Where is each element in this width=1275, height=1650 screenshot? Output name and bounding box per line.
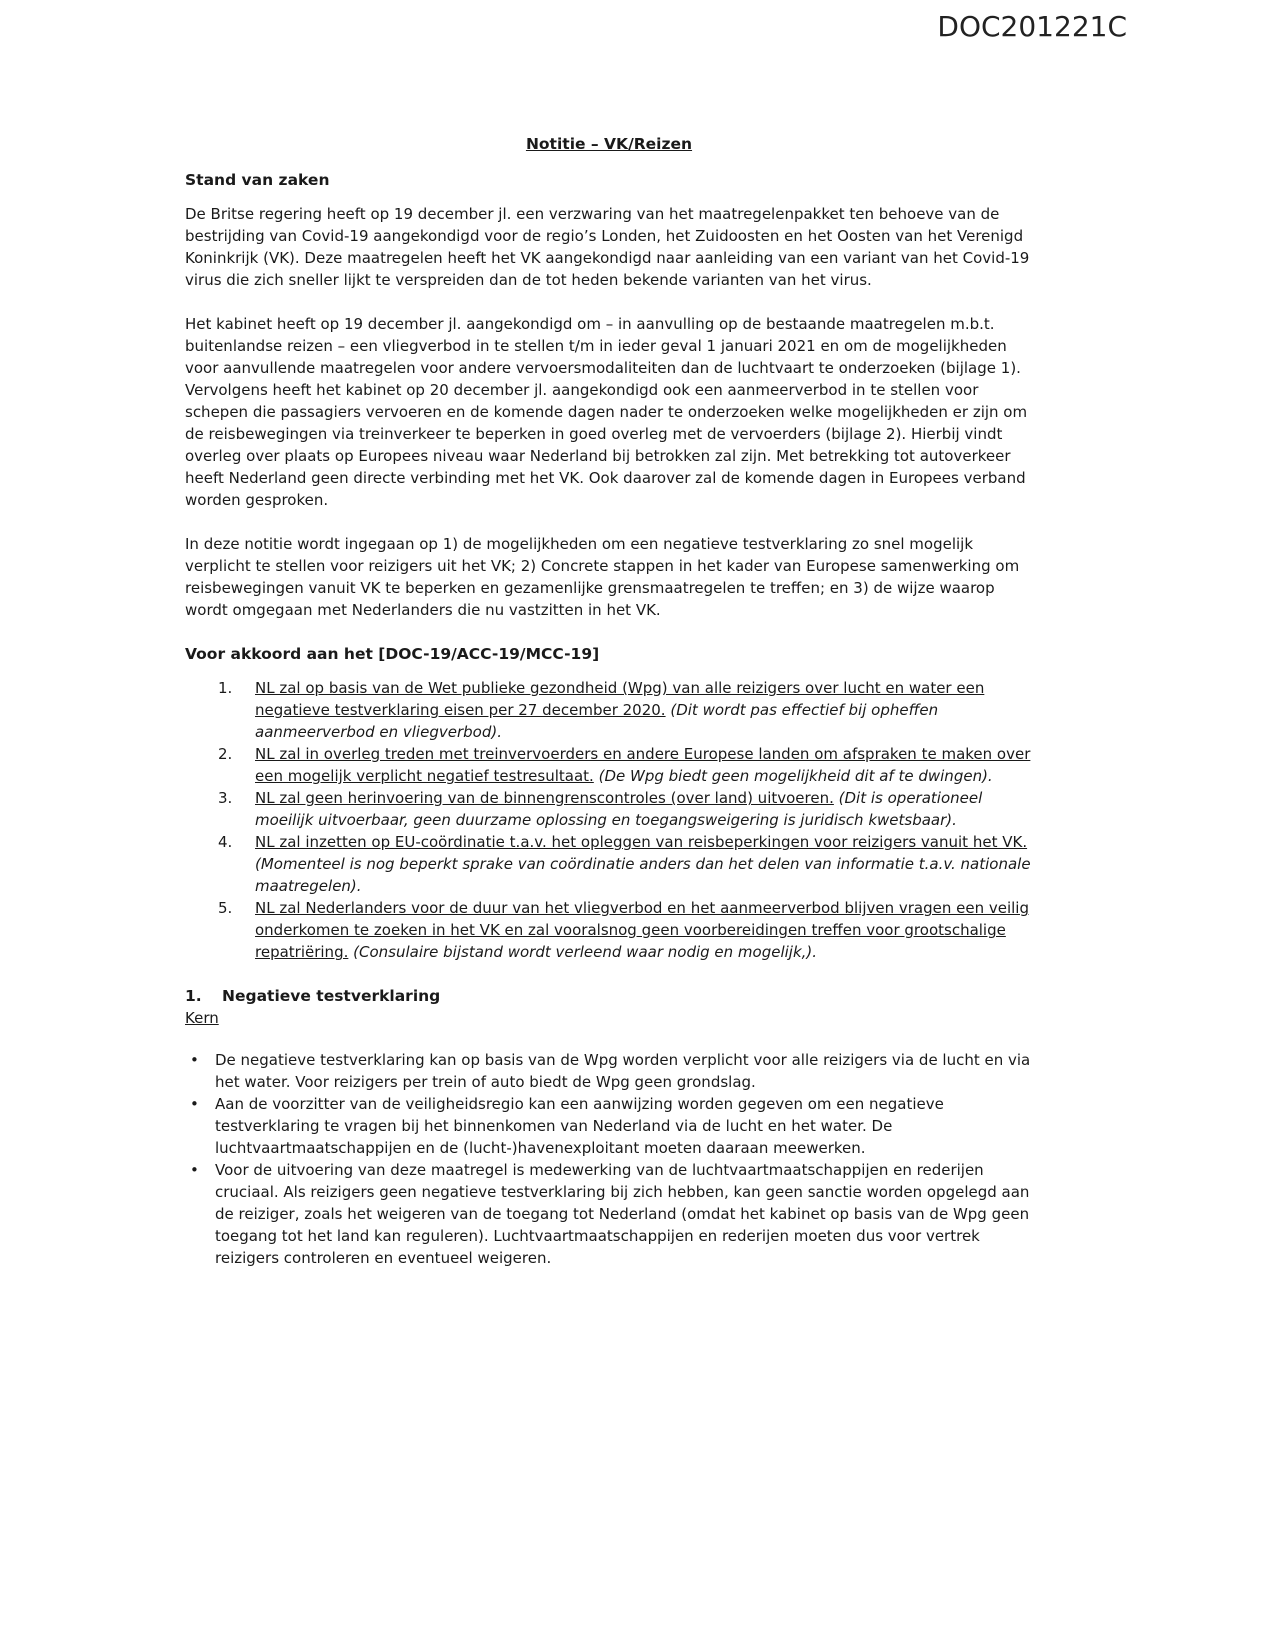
akkoord-item-2 xyxy=(185,743,1033,787)
decision-text: NL zal geen herinvoering van de binnengrenscontroles (over land) uitvoeren. xyxy=(255,789,834,807)
bullet-text: Voor de uitvoering van deze maatregel is medewerking van de luchtvaartmaatschappijen en rederijen cruciaal. Als reizigers geen negatieve testverklaring bij zich hebben, kan geen sanctie worden opgelegd aan de reiziger, zoals het weigeren van de toegang tot Nederland (omdat het kabinet op basis van de Wpg geen toegang tot het land kan reguleren). Luchtvaartmaatschappijen en rederijen moeten dus voor vertrek reizigers controleren en eventueel weigeren. xyxy=(215,1161,1030,1267)
paragraph-notitie-overview: In deze notitie wordt ingegaan op 1) de mogelijkheden om een negatieve testverklaring zo snel mogelijk verplicht te stellen voor reizigers uit het VK; 2) Concrete stappen in het kader van Europese samenwerking om reisbewegingen vanuit VK te beperken en gezamenlijke grensmaatregelen te treffen; en 3) de wijze waarop wordt omgegaan met Nederlanders die nu vastzitten in het VK. xyxy=(185,535,1020,619)
heading-negatieve-testverklaring xyxy=(185,985,1033,1007)
decision-text: NL zal op basis van de Wet publieke gezondheid (Wpg) van alle reizigers over lucht en water een negatieve testverklaring eisen per 27 december 2020. xyxy=(255,679,985,719)
bullet-item-3 xyxy=(185,1159,1033,1269)
bullet-icon: • xyxy=(190,1095,199,1113)
paragraph-intro-uk-measures: De Britse regering heeft op 19 december jl. een verzwaring van het maatregelenpakket ten behoeve van de bestrijding van Covid-19 aangekondigd voor de regio’s Londen, het Zuidoosten en het Oosten van het Verenigd Koninkrijk (VK). Deze maatregelen heeft het VK aangekondigd naar aanleiding van een variant van het Covid-19 virus die zich sneller lijkt te verspreiden dan de tot heden bekende varianten van het virus. xyxy=(185,205,1030,289)
list-item-body xyxy=(255,743,1033,787)
list-item-body xyxy=(255,677,1033,743)
list-item-body xyxy=(255,787,1033,831)
decision-note: (Consulaire bijstand wordt verleend waar nodig en mogelijk,). xyxy=(353,943,818,961)
list-number: 4. xyxy=(218,833,233,851)
list-number: 1. xyxy=(218,679,233,697)
decision-note: (Dit is operationeel moeilijk uitvoerbaar, geen duurzame oplossing en toegangsweigering is juridisch kwetsbaar). xyxy=(255,789,983,829)
bullet-text: De negatieve testverklaring kan op basis van de Wpg worden verplicht voor alle reizigers via de lucht en via het water. Voor reizigers per trein of auto biedt de Wpg geen grondslag. xyxy=(215,1051,1031,1091)
kern-label: Kern xyxy=(185,1009,219,1027)
akkoord-item-4 xyxy=(185,831,1033,897)
bullet-item-1 xyxy=(185,1049,1033,1093)
bullet-icon: • xyxy=(190,1161,199,1179)
heading-stand-van-zaken: Stand van zaken xyxy=(185,171,330,189)
section-title-text: Negatieve testverklaring xyxy=(222,987,441,1005)
decision-text: NL zal inzetten op EU-coördinatie t.a.v. het opleggen van reisbeperkingen voor reizigers vanuit het VK. xyxy=(255,833,1028,851)
paragraph-cabinet-measures: Het kabinet heeft op 19 december jl. aangekondigd om – in aanvulling op de bestaande maatregelen m.b.t. buitenlandse reizen – een vliegverbod in te stellen t/m in ieder geval 1 januari 2021 en om de mogelijkheden voor aanvullende maatregelen voor andere vervoersmodaliteiten dan de luchtvaart te onderzoeken (bijlage 1). Vervolgens heeft het kabinet op 20 december jl. aangekondigd ook een aanmeerverbod in te stellen voor schepen die passagiers vervoeren en de komende dagen nader te onderzoeken welke mogelijkheden er zijn om de reisbewegingen via treinverkeer te beperken in goed overleg met de vervoerders (bijlage 2). Hierbij vindt overleg over plaats op Europees niveau waar Nederland bij betrokken zal zijn. Met betrekking tot autoverkeer heeft Nederland geen directe verbinding met het VK. Ook daarover zal de komende dagen in Europees verband worden gesproken. xyxy=(185,315,1028,509)
section-number: 1. xyxy=(185,987,202,1005)
decision-text: NL zal in overleg treden met treinvervoerders en andere Europese landen om afspraken te maken over een mogelijk verplicht negatief testresultaat. xyxy=(255,745,1031,785)
akkoord-item-5 xyxy=(185,897,1033,963)
bullet-item-2 xyxy=(185,1093,1033,1159)
akkoord-list xyxy=(185,677,1033,963)
decision-note: (Momenteel is nog beperkt sprake van coördinatie anders dan het delen van informatie t.a.v. nationale maatregelen). xyxy=(255,855,1031,895)
list-number: 3. xyxy=(218,789,233,807)
decision-note: (De Wpg biedt geen mogelijkheid dit af te dwingen). xyxy=(598,767,993,785)
list-number: 5. xyxy=(218,899,233,917)
list-number: 2. xyxy=(218,745,233,763)
list-item-body xyxy=(255,897,1033,963)
decision-note: (Dit wordt pas effectief bij opheffen aanmeerverbod en vliegverbod). xyxy=(255,701,939,741)
bullet-text: Aan de voorzitter van de veiligheidsregio kan een aanwijzing worden gegeven om een negatieve testverklaring te vragen bij het binnenkomen van Nederland via de lucht en het water. De luchtvaartmaatschappijen en de (lucht-)havenexploitant moeten daaraan meewerken. xyxy=(215,1095,944,1157)
doc-reference: DOC201221C xyxy=(937,10,1127,43)
list-item-body xyxy=(255,831,1033,897)
akkoord-item-3 xyxy=(185,787,1033,831)
kern-bullet-list xyxy=(185,1049,1033,1269)
page-title: Notitie – VK/Reizen xyxy=(525,135,693,153)
bullet-icon: • xyxy=(190,1051,199,1069)
decision-text: NL zal Nederlanders voor de duur van het vliegverbod en het aanmeerverbod blijven vragen een veilig onderkomen te zoeken in het VK en zal vooralsnog geen voorbereidingen treffen voor grootschalige repatriëring. xyxy=(255,899,1029,961)
akkoord-item-1 xyxy=(185,677,1033,743)
document-content xyxy=(185,0,1033,1269)
heading-voor-akkoord: Voor akkoord aan het [DOC-19/ACC-19/MCC-19] xyxy=(185,645,600,663)
